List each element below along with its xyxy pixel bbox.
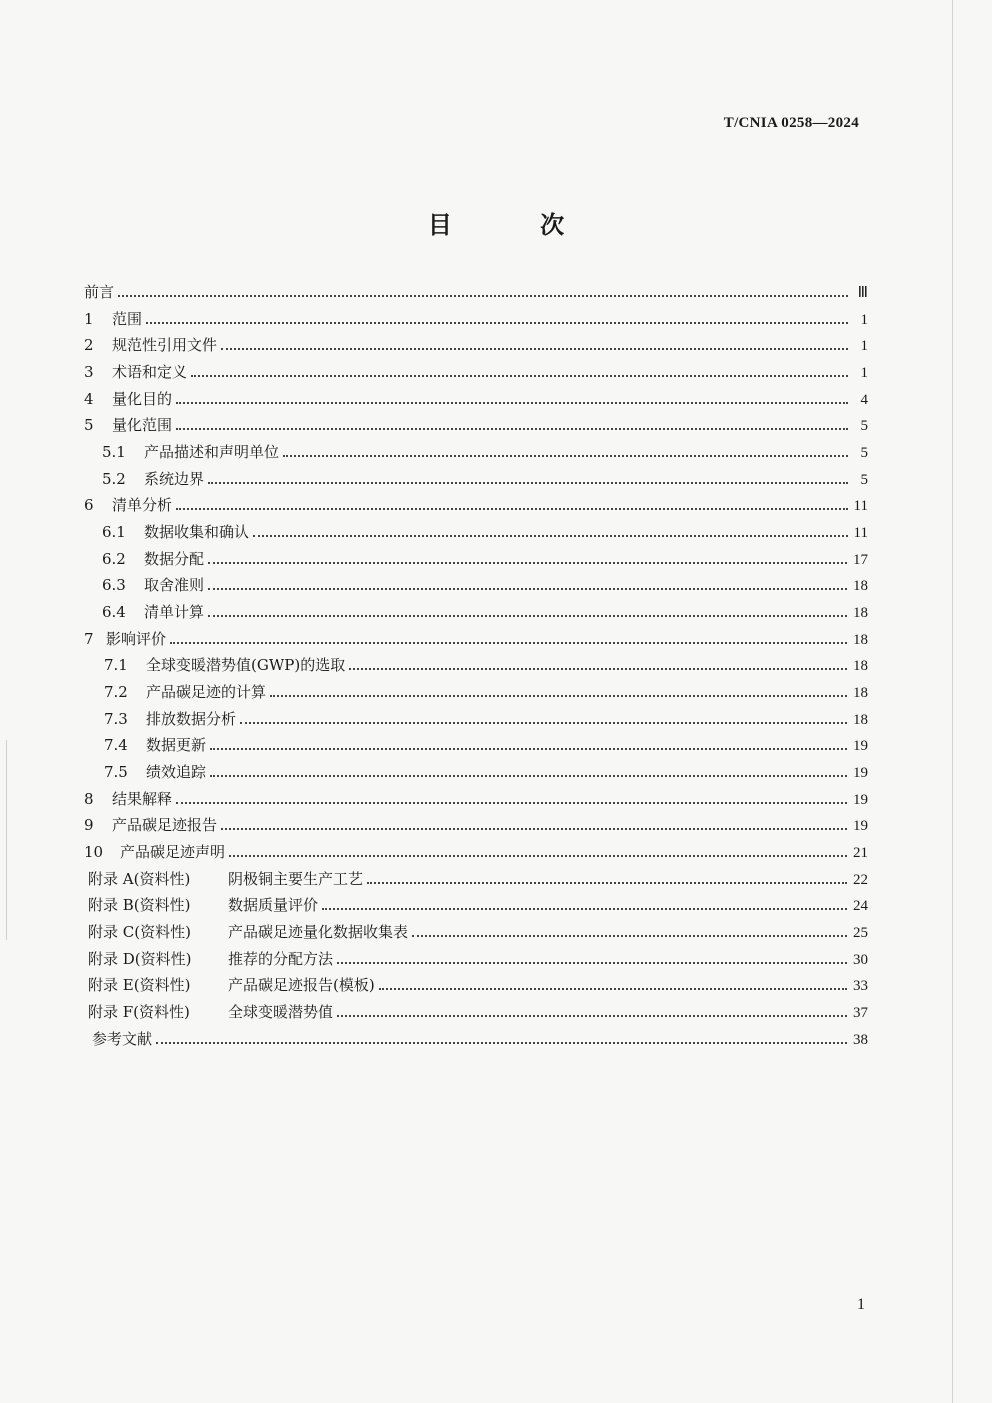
toc-entry-page: 11 [853,498,868,514]
toc-entry-number: 9 [84,816,94,834]
toc-entry[interactable] [104,733,868,755]
toc-entry-title: 前言 [84,283,115,301]
toc-entry-page: 17 [853,552,868,568]
toc-entry-page: 18 [853,712,868,728]
toc-entry-title: 推荐的分配方法 [228,950,334,968]
toc-dot-leader [118,295,848,297]
toc-dot-leader [208,588,847,590]
toc-entry[interactable] [102,520,868,542]
toc-entry-title: 全球变暖潜势值(GWP)的选取 [146,656,346,674]
toc-entry[interactable] [84,813,868,835]
toc-entry[interactable] [88,973,868,995]
toc-entry-number: 7.3 [104,710,128,728]
toc-entry-title: 量化目的 [112,390,173,408]
toc-dot-leader [349,668,847,670]
toc-dot-leader [191,375,848,377]
toc-entry[interactable] [84,787,868,809]
toc-dot-leader [221,348,848,350]
toc-entry[interactable] [88,1000,868,1022]
toc-entry-label [102,441,279,462]
toc-entry-page: 1 [860,312,868,328]
toc-entry[interactable] [92,1027,868,1049]
toc-entry-number: 附录 D(资料性) [88,950,192,968]
toc-entry-label [102,548,204,569]
toc-dot-leader [322,908,847,910]
toc-entry-number: 10 [84,843,104,861]
toc-entry[interactable] [88,867,868,889]
toc-dot-leader [210,775,847,777]
toc-entry-label [104,734,206,755]
toc-entry-title: 产品描述和声明单位 [144,443,280,461]
toc-entry-label [84,361,187,382]
toc-entry[interactable] [84,280,868,302]
toc-dot-leader [229,855,847,857]
toc-entry-title: 量化范围 [112,416,173,434]
toc-entry-label [88,974,375,995]
toc-entry-title: 系统边界 [144,470,205,488]
toc-entry-page: 24 [853,898,868,914]
toc-entry-title: 结果解释 [112,790,173,808]
toc-entry-title: 术语和定义 [112,363,188,381]
toc-entry-label [102,601,204,622]
toc-entry-number: 1 [84,310,94,328]
toc-entry-title: 全球变暖潜势值 [228,1003,334,1021]
toc-entry-page: 1 [860,365,868,381]
toc-dot-leader [176,508,848,510]
toc-entry-number: 8 [84,790,94,808]
toc-entry[interactable] [84,840,868,862]
toc-entry-page: 25 [853,925,868,941]
toc-entry[interactable] [102,440,868,462]
toc-entry[interactable] [102,573,868,595]
toc-entry-title: 参考文献 [92,1030,153,1048]
toc-entry-page: 19 [853,792,868,808]
toc-entry-number: 7 [84,630,94,648]
toc-entry[interactable] [84,627,868,649]
toc-entry-number: 5 [84,416,94,434]
toc-dot-leader [283,455,848,457]
toc-entry-number: 6.2 [102,550,126,568]
toc-entry-number: 5.2 [102,470,126,488]
toc-entry-title: 产品碳足迹声明 [120,843,226,861]
toc-entry-title: 产品碳足迹量化数据收集表 [228,923,409,941]
toc-entry-number: 附录 C(资料性) [88,923,191,941]
document-code: T/CNIA 0258—2024 [723,115,859,131]
toc-entry-number: 6.1 [102,523,126,541]
toc-entry-number: 附录 E(资料性) [88,976,191,994]
toc-dot-leader [176,428,848,430]
toc-entry-title: 取舍准则 [144,576,205,594]
toc-entry-page: 38 [853,1032,868,1048]
toc-entry-label [84,388,172,409]
toc-entry-page: 19 [853,765,868,781]
toc-entry-title: 规范性引用文件 [112,336,218,354]
toc-entry-number: 7.1 [104,656,128,674]
toc-entry-label [84,414,172,435]
toc-entry-page: 5 [860,418,868,434]
toc-entry-label [104,708,236,729]
toc-entry-title: 排放数据分析 [146,710,237,728]
toc-entry-page: 19 [853,738,868,754]
toc-dot-leader [270,695,847,697]
toc-entry-title: 绩效追踪 [146,763,207,781]
page-number: 1 [857,1296,865,1313]
toc-entry-title: 数据分配 [144,550,205,568]
toc-entry-label [102,521,249,542]
toc-entry[interactable] [104,653,868,675]
toc-entry-number: 2 [84,336,94,354]
toc-title: 目 次 [427,210,605,239]
toc-entry-page: 30 [853,952,868,968]
toc-entry-page: 33 [853,978,868,994]
toc-entry-page: 18 [853,685,868,701]
toc-entry[interactable] [104,707,868,729]
toc-entry[interactable] [84,413,868,435]
toc-dot-leader [367,882,847,884]
toc-entry-title: 阴极铜主要生产工艺 [228,870,364,888]
toc-entry-label [102,468,204,489]
toc-entry-label [88,1001,333,1022]
toc-entry-label [84,334,217,355]
toc-dot-leader [337,962,847,964]
toc-entry-label [88,868,363,889]
toc-dot-leader [253,535,848,537]
toc-entry-title: 清单计算 [144,603,205,621]
toc-entry-number: 5.1 [102,443,126,461]
toc-entry-page: 18 [853,578,868,594]
toc-entry[interactable] [102,547,868,569]
toc-dot-leader [176,802,847,804]
toc-dot-leader [146,322,848,324]
toc-entry-label [84,494,172,515]
toc-entry-label [88,948,333,969]
toc-dot-leader [208,562,847,564]
toc-entry-label [84,814,217,835]
toc-entry-title: 数据质量评价 [228,896,319,914]
toc-entry-page: 1 [860,338,868,354]
toc-entry-number: 附录 B(资料性) [88,896,191,914]
toc-dot-leader [337,1015,847,1017]
toc-entry[interactable] [84,307,868,329]
toc-entry-page: 4 [860,392,868,408]
toc-entry-number: 6.3 [102,576,126,594]
toc-entry-page: 18 [853,632,868,648]
toc-entry[interactable] [88,893,868,915]
toc-entry-label [84,788,172,809]
toc-entry-page: 5 [860,445,868,461]
toc-entry[interactable] [104,760,868,782]
toc-entry-label [84,308,142,329]
toc-dot-leader [208,615,847,617]
toc-entry-page: 18 [853,605,868,621]
toc-entry-label [104,761,206,782]
toc-entry-title: 范围 [112,310,143,328]
toc-entry[interactable] [84,387,868,409]
toc-entry-page: 21 [853,845,868,861]
toc-entry-page: 37 [853,1005,868,1021]
toc-entry-page: Ⅲ [857,285,868,301]
toc-entry-number: 7.4 [104,736,128,754]
toc-entry[interactable] [84,360,868,382]
toc-dot-leader [176,402,848,404]
toc-entry-label [102,574,204,595]
toc-entry-title: 数据收集和确认 [144,523,250,541]
toc-entry-label [88,921,408,942]
toc-entry-title: 清单分析 [112,496,173,514]
toc-entry-title: 产品碳足迹的计算 [146,683,267,701]
toc-dot-leader [210,748,847,750]
toc-entry-number: 附录 A(资料性) [88,870,191,888]
toc-entry-label [84,628,166,649]
toc-entry[interactable] [102,467,868,489]
toc-dot-leader [170,642,847,644]
toc-entry[interactable] [88,947,868,969]
toc-entry-title: 产品碳足迹报告 [112,816,218,834]
toc-dot-leader [240,722,847,724]
toc-entry-number: 附录 F(资料性) [88,1003,190,1021]
toc-entry-number: 6 [84,496,94,514]
toc-entry-title: 影响评价 [106,630,167,648]
toc-entry-title: 数据更新 [146,736,207,754]
toc-dot-leader [412,935,847,937]
toc-entry-number: 7.5 [104,763,128,781]
toc-entry-number: 7.2 [104,683,128,701]
toc-entry-page: 18 [853,658,868,674]
toc-dot-leader [379,988,847,990]
toc-entry-label [88,894,318,915]
toc-dot-leader [221,828,847,830]
toc-entry[interactable] [84,493,868,515]
scan-edge-line-left [6,740,7,940]
toc-entry-number: 6.4 [102,603,126,621]
toc-entry-title: 产品碳足迹报告(模板) [228,976,375,994]
toc-entry-number: 4 [84,390,94,408]
toc-entry[interactable] [102,600,868,622]
toc-entry[interactable] [88,920,868,942]
toc-entry-page: 5 [860,472,868,488]
toc-entry-label [84,281,114,302]
toc-dot-leader [208,482,848,484]
toc-entry-page: 19 [853,818,868,834]
toc-entry-label [104,681,266,702]
toc-entry-number: 3 [84,363,94,381]
toc-entry-label [84,841,225,862]
toc-entry-label [92,1028,152,1049]
toc-entry[interactable] [104,680,868,702]
toc-entry-page: 22 [853,872,868,888]
toc-entry[interactable] [84,333,868,355]
toc-entry-page: 11 [853,525,868,541]
toc-entry-label [104,654,345,675]
toc-dot-leader [156,1042,847,1044]
